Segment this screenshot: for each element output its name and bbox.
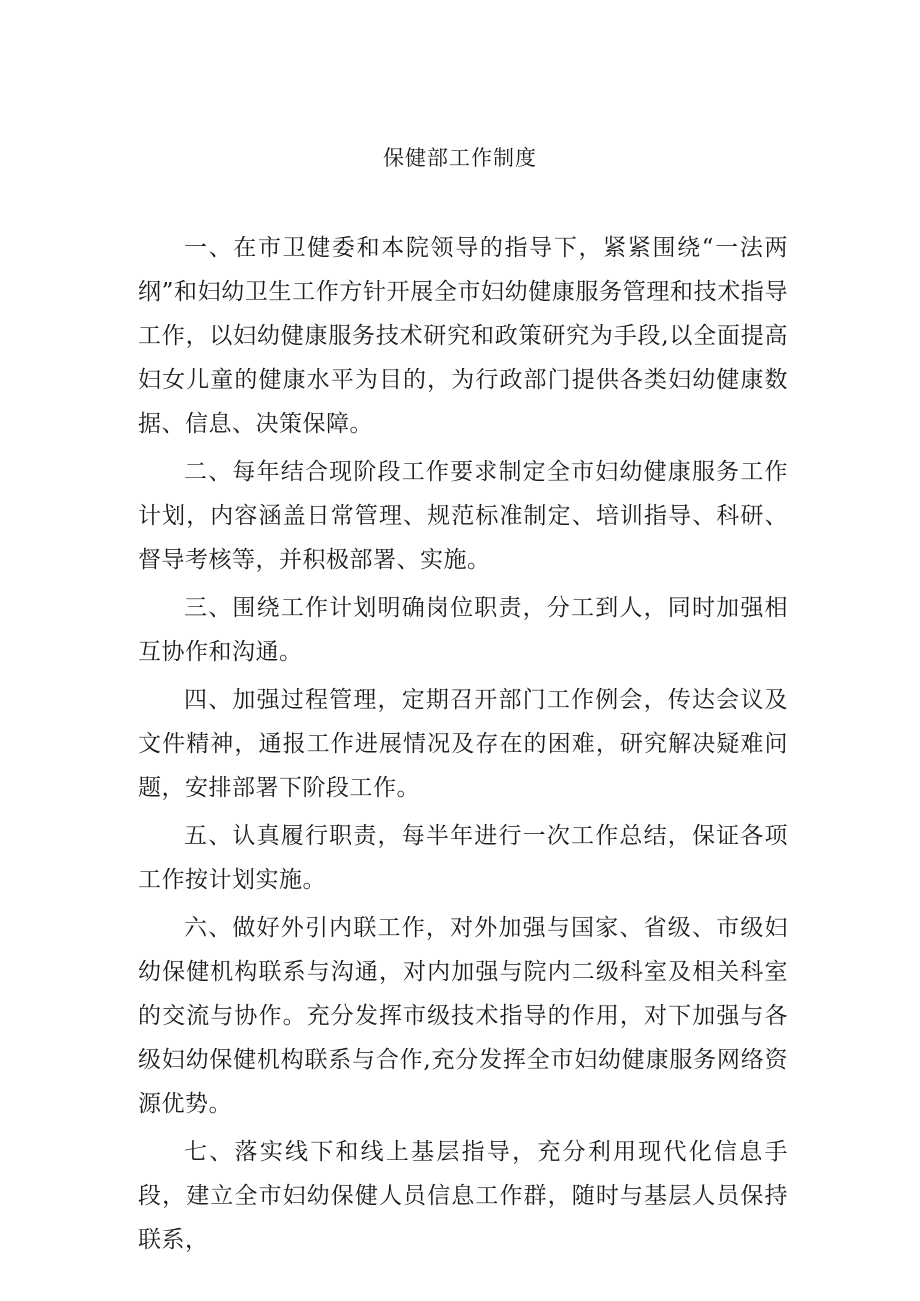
document-body xyxy=(138,226,788,1266)
paragraph-6: 六、做好外引内联工作，对外加强与国家、省级、市级妇幼保健机构联系与沟通，对内加强与院内二级科室及相关科室的交流与协作。充分发挥市级技术指导的作用，对下加强与各级妇幼保健机构联系与合作,充分发挥全市妇幼健康服务网络资源优势。 xyxy=(138,915,788,1117)
paragraph-4: 四、加强过程管理，定期召开部门工作例会，传达会议及文件精神，通报工作进展情况及存在的困难，研究解决疑难问题，安排部署下阶段工作。 xyxy=(138,687,788,801)
document-title: 保健部工作制度 xyxy=(383,146,537,170)
paragraph-5: 五、认真履行职责，每半年进行一次工作总结，保证各项工作按计划实施。 xyxy=(138,823,788,893)
paragraph-1: 一、在市卫健委和本院领导的指导下，紧紧围绕“一法两纲”和妇幼卫生工作方针开展全市妇幼健康服务管理和技术指导工作，以妇幼健康服务技术研究和政策研究为手段,以全面提高妇女儿童的健康水平为目的，为行政部门提供各类妇幼健康数据、信息、决策保障。 xyxy=(138,235,788,437)
paragraph-3: 三、围绕工作计划明确岗位职责，分工到人，同时加强相互协作和沟通。 xyxy=(138,595,788,665)
paragraph-7: 七、落实线下和线上基层指导，充分利用现代化信息手段，建立全市妇幼保健人员信息工作群，随时与基层人员保持联系， xyxy=(138,1139,788,1253)
paragraph-2: 二、每年结合现阶段工作要求制定全市妇幼健康服务工作计划，内容涵盖日常管理、规范标准制定、培训指导、科研、督导考核等，并积极部署、实施。 xyxy=(138,459,788,573)
